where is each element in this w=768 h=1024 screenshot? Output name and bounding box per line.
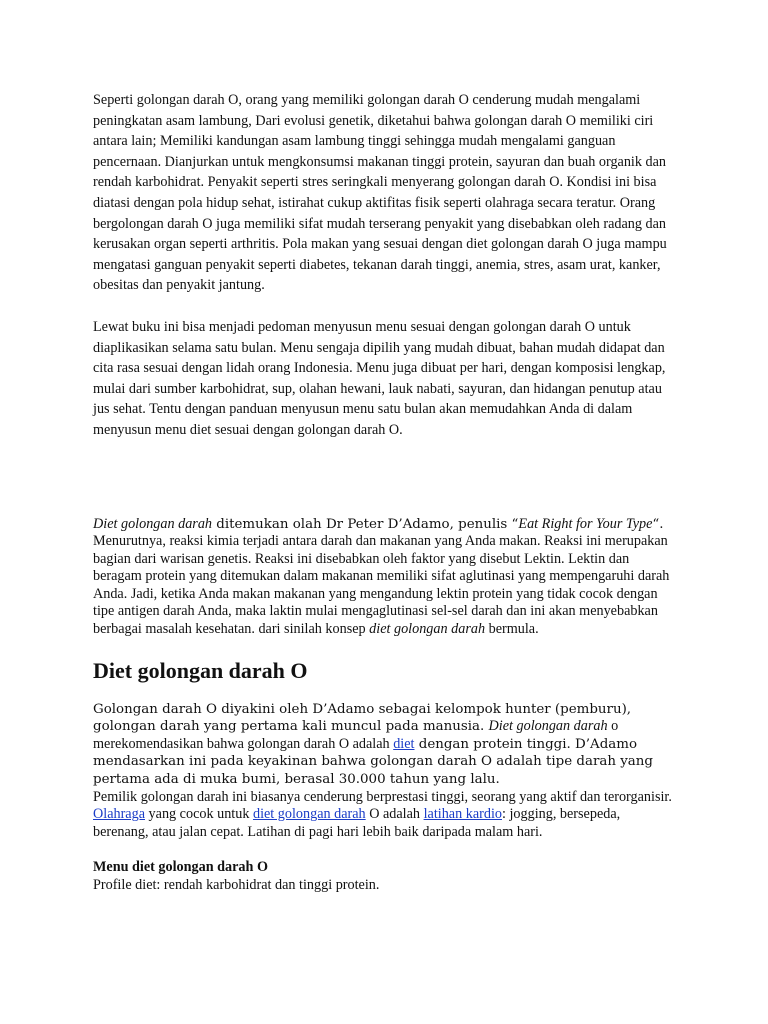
protein-text: dengan protein tinggi. D’Adamo mendasarkan ini pada keyakinan bahwa golongan darah O adalah tipe darah yang pertama ada di muka bumi, berasal 30.000 tahun yang lalu.	[93, 736, 653, 788]
diet-body-text: Menurutnya, reaksi kimia terjadi antara darah dan makanan yang Anda makan. Reaksi ini merupakan bagian dari warisan genetis. Reaksi ini disebabkan oleh faktor yang disebut Lektin. Lektin dan beragam protein yang ditemukan dalam makanan memiliki sifat aglutinasi yang mempengaruhi darah Anda. Jadi, ketika Anda makan makanan yang mengandung lektin protein yang tidak cocok dengan tipe antigen darah Anda, maka laktin mulai mengaglutinasi sel-sel darah dan ini akan menyebabkan berbagai masalah kesehatan. dari sinilah konsep	[93, 533, 670, 638]
profile-line: Profile diet: rendah karbohidrat dan tinggi protein.	[93, 877, 380, 893]
diet-golongan-darah-link[interactable]: diet golongan darah	[252, 806, 366, 823]
diet-term: Diet golongan darah	[93, 515, 213, 532]
hunter-text: Golongan darah O diyakini oleh D’Adamo sebagai kelompok hunter (pemburu), golongan darah yang pertama kali muncul pada manusia.	[93, 701, 632, 735]
found-by-text: ditemukan olah Dr Peter D’Adamo, penulis “	[212, 516, 519, 532]
after-title-text: “.	[652, 516, 664, 532]
section-heading: Diet golongan darah O	[93, 657, 308, 683]
menu-heading: Menu diet golongan darah O	[93, 859, 269, 876]
intro-paragraph: Seperti golongan darah O, orang yang memiliki golongan darah O cenderung mudah mengalami peningkatan asam lambung, Dari evolusi genetik, diketahui bahwa golongan darah O memiliki ciri antara lain; Memiliki kandungan asam lambung tinggi sehingga mudah mengalami ganguan pencernaan. Dianjurkan untuk mengkonsumsi makanan tinggi protein, sayuran dan buah organik dan rendah karbohidrat. Penyakit seperti stres seringkali menyerang golongan darah O. Kondisi ini bisa diatasi dengan pola hidup sehat, istirahat cukup aktifitas fisik seperti olahraga secara teratur. Orang bergolongan darah O juga memiliki sifat mudah terserang penyakit yang disebabkan oleh radang dan kerusakan organ seperti arthritis. Pola makan yang sesuai dengan diet golongan darah O juga mampu mengatasi ganguan penyakit seperti diabetes, tekanan darah tinggi, anemia, stres, asam urat, kanker, obesitas dan penyakit jantung.	[93, 92, 667, 294]
section-paragraph	[93, 701, 678, 842]
adalah-text: O adalah	[365, 806, 424, 823]
recommend-text: o merekomendasikan bahwa golongan darah O adalah	[93, 718, 619, 752]
diet-closing-text: bermula.	[485, 621, 539, 638]
section-diet-term: Diet golongan darah	[488, 718, 608, 735]
diet-term-end: diet golongan darah	[369, 621, 486, 638]
olahraga-link[interactable]: Olahraga	[93, 806, 145, 823]
suited-text: yang cocok untuk	[145, 806, 253, 823]
document-page	[93, 90, 678, 895]
achiever-line: Pemilik golongan darah ini biasanya cenderung berprestasi tinggi, seorang yang aktif dan terorganisir.	[93, 788, 672, 805]
diet-paragraph	[93, 516, 678, 639]
cardio-list-text: : jogging, bersepeda, berenang, atau jalan cepat. Latihan di pagi hari lebih baik daripada malam hari.	[93, 806, 621, 840]
book-title: Eat Right for Your Type	[518, 515, 653, 532]
book-paragraph: Lewat buku ini bisa menjadi pedoman menyusun menu sesuai dengan golongan darah O untuk diaplikasikan selama satu bulan. Menu sengaja dipilih yang mudah dibuat, bahan mudah didapat dan cita rasa sesuai dengan lidah orang Indonesia. Menu juga dibuat per hari, dengan komposisi lengkap, mulai dari sumber karbohidrat, sup, olahan hewani, lauk nabati, sayuran, dan hidangan penutup atau jus sehat. Tentu dengan panduan menyusun menu satu bulan akan memudahkan Anda di dalam menyusun menu diet sesuai dengan golongan darah O.	[93, 318, 666, 438]
latihan-kardio-link[interactable]: latihan kardio	[423, 806, 502, 823]
diet-link[interactable]: diet	[393, 735, 415, 752]
